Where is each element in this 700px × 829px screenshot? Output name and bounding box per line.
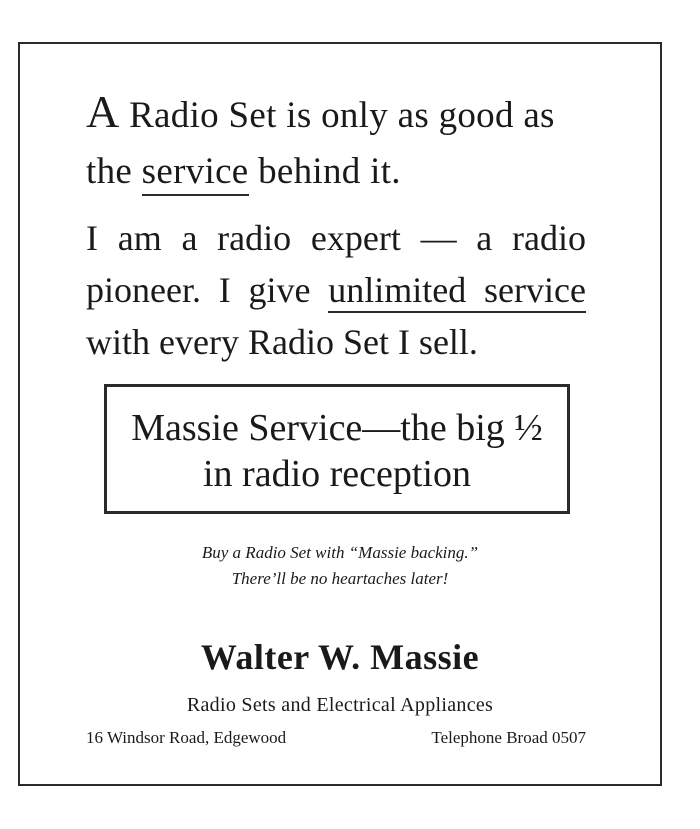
service-slogan-box: [104, 384, 570, 514]
body-text-post: with every Radio Set I sell.: [86, 322, 478, 362]
headline-line2-pre: the: [86, 151, 142, 192]
headline-line1: Radio Set is only as good as: [119, 95, 555, 136]
headline: [86, 84, 606, 200]
headline-underlined-word: service: [142, 151, 249, 196]
service-slogan-line2: in radio reception: [202, 453, 471, 495]
address: 16 Windsor Road, Edgewood: [86, 728, 287, 747]
tagline-line1: Buy a Radio Set with “Massie backing.”: [201, 543, 479, 562]
tagline-line2: There’ll be no heartaches later!: [231, 569, 449, 588]
advertiser-name: Walter W. Massie: [200, 637, 480, 677]
tagline: [140, 540, 540, 592]
body-underlined-phrase: unlimited service: [328, 270, 586, 313]
service-slogan-line1: Massie Service—the big ½: [131, 407, 543, 449]
headline-dropcap: A: [86, 86, 120, 137]
headline-line2-post: behind it.: [248, 151, 401, 192]
advertiser-subtitle: Radio Sets and Electrical Appliances: [186, 694, 494, 716]
body-copy: [86, 212, 586, 368]
body-text-pre: I am a radio expert — a radio pioneer. I give: [86, 218, 586, 310]
telephone: Telephone Broad 0507: [431, 728, 586, 747]
